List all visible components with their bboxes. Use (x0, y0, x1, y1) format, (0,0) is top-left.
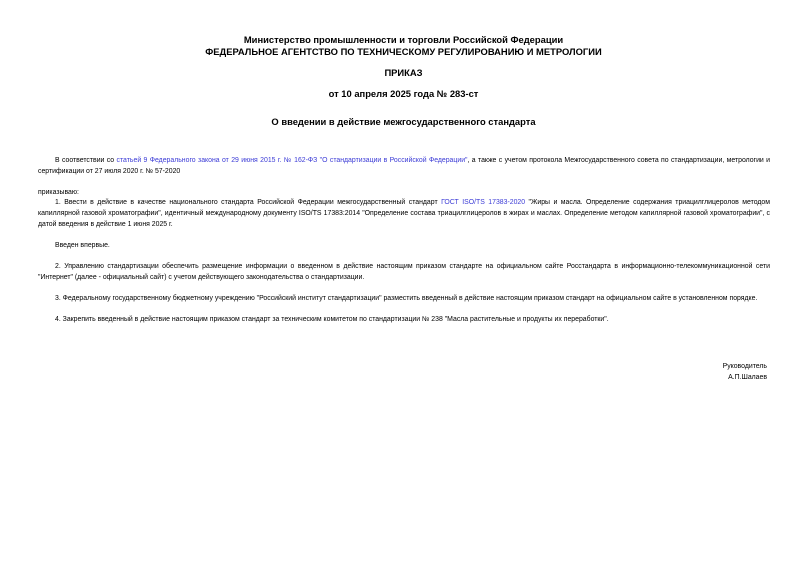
item-2-paragraph: 2. Управлению стандартизации обеспечить размещение информации о введенном в действие настоящим приказом стандарте на официальном сайте Росстандарта в информационно-телекоммуникационной сети "Интернет" (далее - официальный сайт) с учетом действующего законодательства о стандартизации. (38, 262, 770, 281)
ministry-name: Министерство промышленности и торговли Российской Федерации (243, 34, 564, 45)
decree-word: приказываю: (38, 188, 79, 196)
federal-law-link[interactable]: статьей 9 Федерального закона от 29 июня 2015 г. № 162-ФЗ "О стандартизации в Российской Федерации" (116, 157, 468, 164)
order-date-number: от 10 апреля 2025 года № 283-ст (328, 88, 479, 99)
document-body (38, 156, 770, 326)
gost-standard-link[interactable]: ГОСТ ISO/TS 17383-2020 (441, 199, 526, 207)
item-3-paragraph: 3. Федеральному государственному бюджетному учреждению "Российский институт стандартизации" разместить введенный в действие настоящим приказом стандарт на официальном сайте в установленном порядке. (55, 294, 758, 302)
introduced-first-note: Введен впервые. (55, 241, 110, 249)
item-4-paragraph: 4. Закрепить введенный в действие настоящим приказом стандарт за техническим комитетом по стандартизации № 238 "Масла растительные и продукты их переработки". (55, 315, 609, 323)
order-subject: О введении в действие межгосударственного стандарта (271, 116, 536, 127)
intro-paragraph (38, 156, 770, 177)
item-1-paragraph (38, 198, 770, 230)
signatory-name: А.П.Шалаев (728, 373, 767, 381)
intro-text-end: , а также с учетом протокола Межгосударственного совета по стандартизации, метрологии и сертификации от 27 июля 2020 г. № 57-2020 (38, 157, 771, 175)
item-1-text-end: "Жиры и масла. Определение содержания триацилглицеролов методом капиллярной газовой хроматографии", идентичный международному документу ISO/TS 17383:2014 "Определение состава триацилглицеролов в жирах и маслах. Определение методом капиллярной газовой хроматографии", с датой введения в действие 1 июня 2025 г. (38, 199, 770, 228)
signature-block (723, 362, 767, 383)
item-1-text-start: 1. Ввести в действие в качестве национального стандарта Российской Федерации межгосударственный стандарт (55, 199, 442, 207)
signatory-title: Руководитель (722, 363, 767, 370)
document-header (0, 34, 807, 57)
order-title: ПРИКАЗ (384, 67, 423, 78)
agency-name: ФЕДЕРАЛЬНОЕ АГЕНТСТВО ПО ТЕХНИЧЕСКОМУ РЕГУЛИРОВАНИЮ И МЕТРОЛОГИИ (205, 45, 602, 57)
intro-text-start: В соответствии со (55, 157, 117, 164)
